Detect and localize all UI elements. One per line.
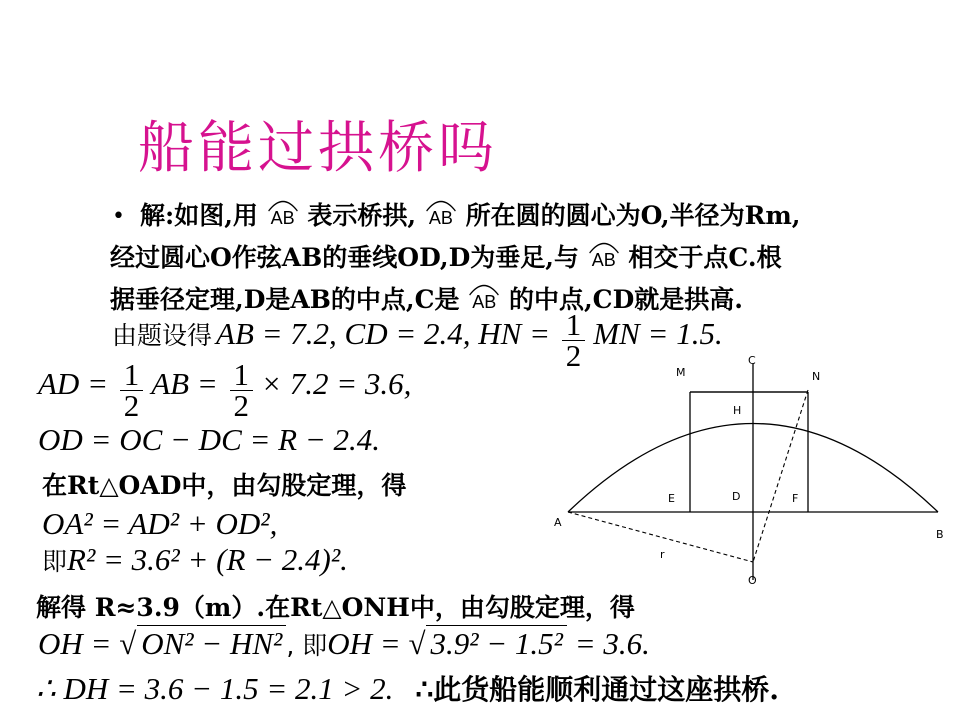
oh-equation: OH = √ ON² − HN² , 即OH = √ 3.9² − 1.5² = 3.6. <box>38 626 650 661</box>
intro-l3b: 的中点,CD就是拱高. <box>508 285 743 314</box>
intro-line-1 <box>140 196 801 232</box>
arc-ab-symbol: AB <box>425 208 457 229</box>
arc-ab-symbol: AB <box>267 208 299 229</box>
intro-l1c: 所在圆的圆心为O,半径为Rm, <box>465 201 801 230</box>
intro-l1b: 表示桥拱, <box>307 201 417 230</box>
radius-on <box>753 390 808 562</box>
given-label: 由题设得 <box>112 321 213 350</box>
od-equation: OD = OC − DC = R − 2.4. <box>38 422 381 457</box>
ad-equation: AD = $\frac{1}{2}$ AB = $\frac{1}{2}$ × 7.2 = 3.6, <box>38 356 412 423</box>
sqrt-expression: √ 3.9² − 1.5² <box>408 626 567 662</box>
label-b: B <box>936 528 944 541</box>
label-r: r <box>660 548 665 561</box>
label-f: F <box>792 492 799 505</box>
sqrt-expression: √ ON² − HN² <box>119 626 286 662</box>
label-m: M <box>676 366 686 379</box>
bullet-marker: • <box>112 204 125 229</box>
label-o: O <box>748 574 757 587</box>
slide-title: 船能过拱桥吗 <box>138 116 498 181</box>
pythagoras-text-1: 在Rt△OAD中，由勾股定理，得 <box>42 471 407 500</box>
intro-line-2 <box>110 238 782 274</box>
label-c: C <box>748 354 756 367</box>
label-a: A <box>554 516 562 529</box>
bridge-arch-diagram <box>540 350 960 590</box>
half-fraction: $\frac{1}{2}$ <box>230 360 254 421</box>
oa-equation: OA² = AD² + OD², <box>42 506 278 541</box>
intro-l1a: 解:如图,用 <box>140 201 258 230</box>
label-e: E <box>668 492 675 505</box>
label-d: D <box>732 490 741 503</box>
intro-l3a: 据垂径定理,D是AB的中点,C是 <box>110 285 460 314</box>
arc-ab-symbol: AB <box>588 250 620 271</box>
intro-l2b: 相交于点C.根 <box>628 243 782 272</box>
half-fraction: $\frac{1}{2}$ <box>120 360 144 421</box>
dh-equation: ∴ DH = 3.6 − 1.5 = 2.1 > 2. <box>36 671 394 706</box>
result-text: 解得 R≈3.9（m）.在Rt△ONH中，由勾股定理，得 <box>36 593 635 622</box>
label-h: H <box>733 404 742 417</box>
final-line <box>36 668 779 708</box>
r-equation: 即R² = 3.6² + (R − 2.4)². <box>42 542 348 577</box>
intro-l2a: 经过圆心O作弦AB的垂线OD,D为垂足,与 <box>110 243 579 272</box>
given-eq: AB = 7.2, CD = 2.4, HN = <box>216 316 558 351</box>
half-fraction: $\frac{1}{2}$ <box>562 310 586 371</box>
label-n: N <box>812 370 821 383</box>
given-eq-tail: MN = 1.5. <box>593 316 723 351</box>
conclusion-text: ∴此货船能顺利通过这座拱桥. <box>415 673 780 706</box>
arc-ab-symbol: AB <box>468 292 500 313</box>
